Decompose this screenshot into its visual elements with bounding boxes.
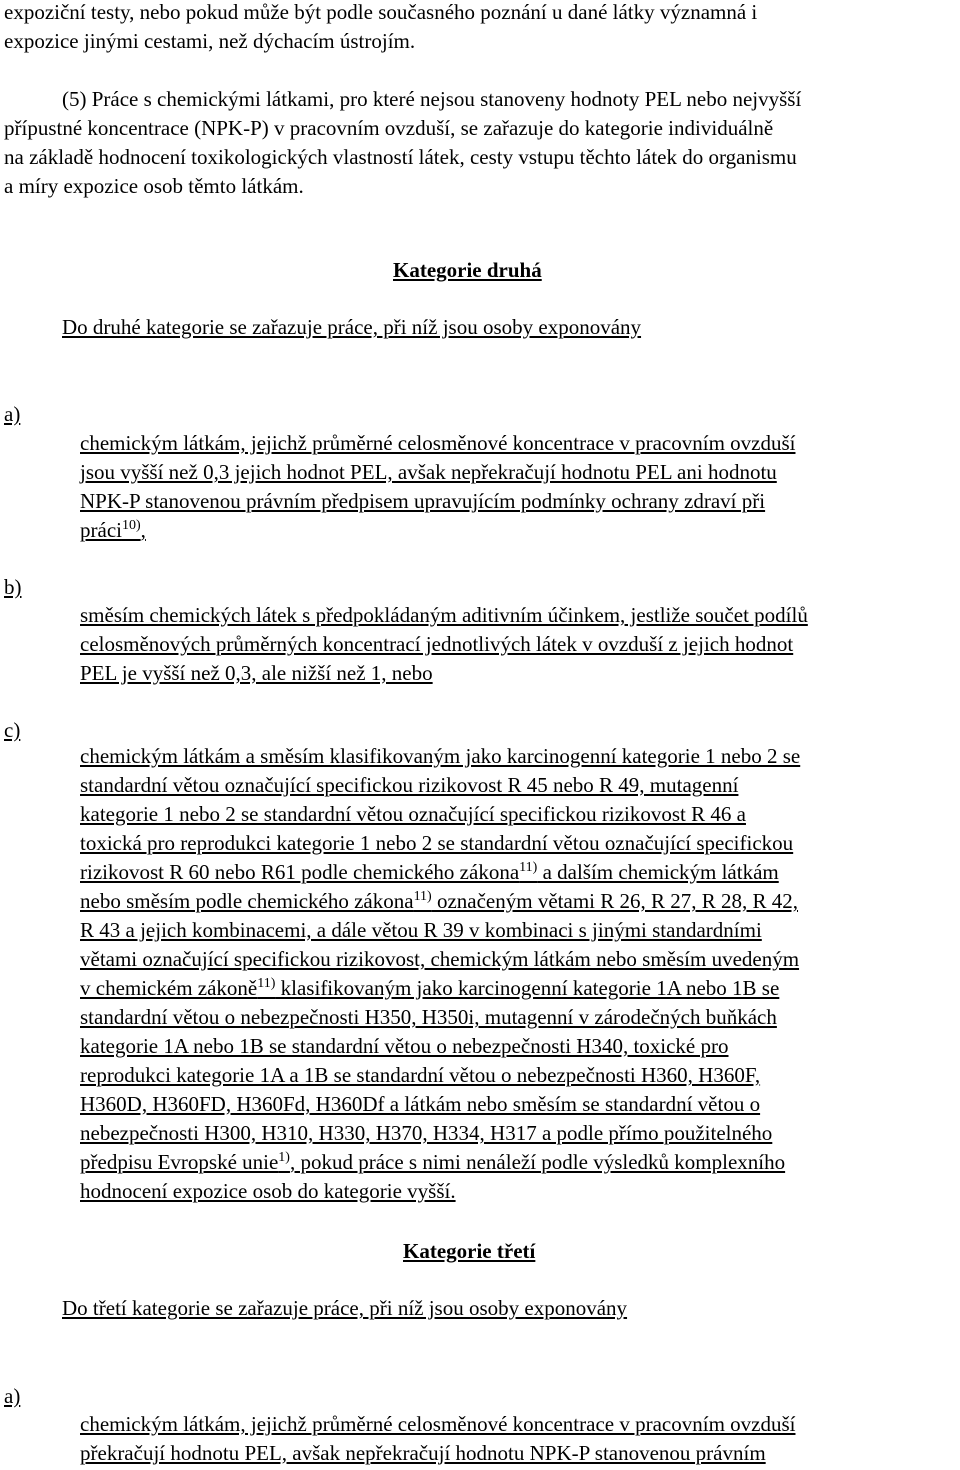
cat3-item-a-line: chemickým látkám, jejichž průměrné celosměnové koncentrace v pracovním ovzduší: [80, 1412, 796, 1436]
footnote-ref: 11): [257, 976, 276, 991]
intro-line-2: expozice jinými cestami, než dýchacím ústrojím.: [4, 29, 416, 53]
cat2-item-c-line: nebo směsím podle chemického zákona$^{11)}$ označeným větami R 26, R 27, R 28, R 42,: [80, 889, 799, 913]
cat2-item-c-line: rizikovost R 60 nebo R61 podle chemického zákona$^{11)}$ a dalším chemickým látkám: [80, 860, 779, 884]
category-2-lead: Do druhé kategorie se zařazuje práce, při níž jsou osoby exponovány: [62, 315, 642, 339]
cat2-item-a-line: práci$^{10)}$,: [80, 518, 146, 542]
cat2-item-b-line: celosměnových průměrných koncentrací jednotlivých látek v ovzduší z jejich hodnot: [80, 632, 794, 656]
para5-line-1: (5) Práce s chemickými látkami, pro které nejsou stanoveny hodnoty PEL nebo nejvyšší: [62, 87, 802, 111]
cat2-item-c-line: nebezpečnosti H300, H310, H330, H370, H334, H317 a podle přímo použitelného: [80, 1121, 773, 1145]
cat2-item-a-line: jsou vyšší než 0,3 jejich hodnot PEL, avšak nepřekračují hodnotu PEL ani hodnotu: [80, 460, 777, 484]
cat3-item-a-marker: a): [4, 1384, 21, 1408]
footnote-ref: 10): [121, 518, 141, 533]
cat2-item-c-line: standardní větou označující specifickou rizikovost R 45 nebo R 49, mutagenní: [80, 773, 739, 797]
cat2-item-c-line: R 43 a jejich kombinacemi, a dále větou R 39 v kombinaci s jinými standardními: [80, 918, 762, 942]
cat2-item-a-line: chemickým látkám, jejichž průměrné celosměnové koncentrace v pracovním ovzduší: [80, 431, 796, 455]
footnote-ref: 11): [519, 860, 538, 875]
cat2-item-c-line: reprodukci kategorie 1A a 1B se standardní větou o nebezpečnosti H360, H360F,: [80, 1063, 761, 1087]
cat2-item-c-text: [80, 742, 800, 1206]
cat2-item-c-line: kategorie 1 nebo 2 se standardní větou označující specifickou rizikovost R 46 a: [80, 802, 746, 826]
para5-line-2: přípustné koncentrace (NPK-P) v pracovním ovzduší, se zařazuje do kategorie individuálně: [4, 116, 774, 140]
category-2-heading: Kategorie druhá: [393, 258, 542, 282]
cat2-item-c-line: předpisu Evropské unie$^{1)}$, pokud práce s nimi nenáleží podle výsledků komplexního: [80, 1150, 786, 1174]
intro-line-1: expoziční testy, nebo pokud může být podle současného poznání u dané látky významná i: [4, 0, 758, 24]
cat2-item-b-line: PEL je vyšší než 0,3, ale nižší než 1, nebo: [80, 661, 433, 685]
footnote-ref: 1): [278, 1150, 290, 1165]
cat2-item-c-line: standardní větou o nebezpečnosti H350, H350i, mutagenní v zárodečných buňkách: [80, 1005, 777, 1029]
cat2-item-a-line: NPK-P stanovenou právním předpisem upravujícím podmínky ochrany zdraví při: [80, 489, 766, 513]
cat2-item-c-line: hodnocení expozice osob do kategorie vyšší.: [80, 1179, 456, 1203]
footnote-ref: 11): [413, 889, 432, 904]
cat2-item-c-marker: c): [4, 718, 21, 742]
cat2-item-c-line: chemickým látkám a směsím klasifikovaným jako karcinogenní kategorie 1 nebo 2 se: [80, 744, 801, 768]
cat2-item-b-marker: b): [4, 575, 22, 599]
cat3-item-a-line: překračují hodnotu PEL, avšak nepřekračují hodnotu NPK-P stanovenou právním: [80, 1441, 766, 1465]
cat2-item-c-line: H360D, H360FD, H360Fd, H360Df a látkám nebo směsím se standardní větou o: [80, 1092, 761, 1116]
category-3-heading: Kategorie třetí: [403, 1239, 536, 1263]
cat2-item-c-line: v chemickém zákoně$^{11)}$ klasifikovaným jako karcinogenní kategorie 1A nebo 1B se: [80, 976, 780, 1000]
cat2-item-b-text: [80, 601, 808, 688]
category-3-lead: Do třetí kategorie se zařazuje práce, při níž jsou osoby exponovány: [62, 1296, 628, 1320]
cat2-item-c-line: kategorie 1A nebo 1B se standardní větou o nebezpečnosti H340, toxické pro: [80, 1034, 729, 1058]
para5-line-4: a míry expozice osob těmto látkám.: [4, 174, 304, 198]
cat2-item-a-text: [80, 429, 795, 545]
cat3-item-a-text: [80, 1410, 795, 1468]
para5-line-3: na základě hodnocení toxikologických vlastností látek, cesty vstupu těchto látek do organismu: [4, 145, 797, 169]
cat2-item-c-line: toxická pro reprodukci kategorie 1 nebo 2 se standardní větou označující specifickou: [80, 831, 794, 855]
cat2-item-b-line: směsím chemických látek s předpokládaným aditivním účinkem, jestliže součet podílů: [80, 603, 808, 627]
cat2-item-c-line: větami označující specifickou rizikovost, chemickým látkám nebo směsím uvedeným: [80, 947, 800, 971]
cat2-item-a-marker: a): [4, 402, 21, 426]
